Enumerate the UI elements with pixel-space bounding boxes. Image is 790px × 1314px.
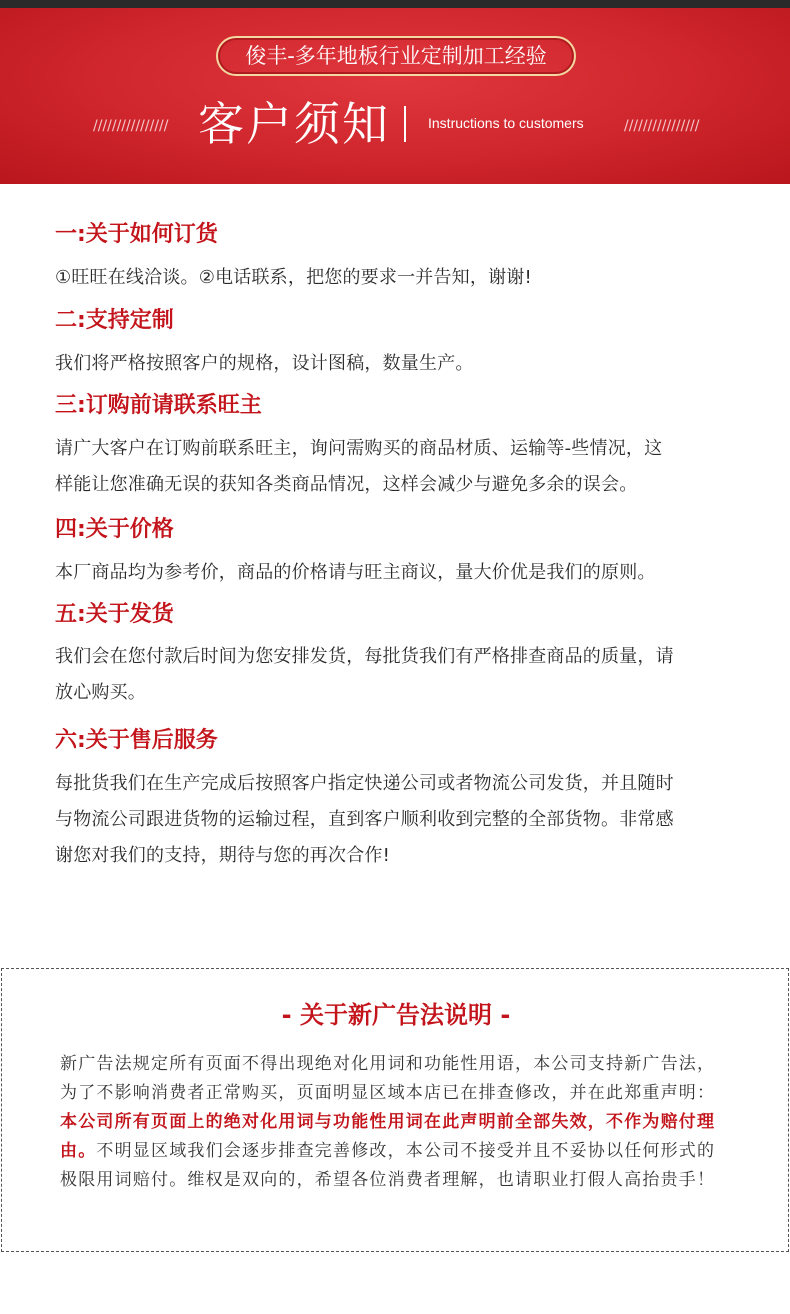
header-banner xyxy=(0,8,790,184)
notice-title: - 关于新广告法说明 - xyxy=(281,1001,511,1029)
section-6-line-2: 与物流公司跟进货物的运输过程，直到客户顺利收到完整的全部货物。非常感 xyxy=(55,809,674,830)
section-5-body xyxy=(55,639,745,711)
page-subtitle: Instructions to customers xyxy=(428,115,584,131)
section-4-heading: 四:关于价格 xyxy=(55,517,174,542)
notice-text-2: 不明显区域我们会逐步排查完善修改，本公司不接受并且不妥协以任何形式的极限用词赔付。维权是双向的，希望各位消费者理解，也请职业打假人高抬贵手！ xyxy=(60,1141,716,1190)
page-title: 客户须知 xyxy=(198,97,390,151)
section-4-line-1: 本厂商品均为参考价，商品的价格请与旺主商议，量大价优是我们的原则。 xyxy=(55,562,656,583)
section-2-line-1: 我们将严格按照客户的规格，设计图稿，数量生产。 xyxy=(55,353,474,374)
notice-body xyxy=(60,1050,732,1195)
right-slash-decoration: //////////////// xyxy=(624,118,700,134)
left-slash-decoration: //////////////// xyxy=(93,118,169,134)
section-5-line-2: 放心购买。 xyxy=(55,682,146,703)
section-1-line-1: ①旺旺在线洽谈。②电话联系，把您的要求一并告知，谢谢! xyxy=(55,267,532,288)
section-6-line-1: 每批货我们在生产完成后按照客户指定快递公司或者物流公司发货，并且随时 xyxy=(55,773,674,794)
section-6-body xyxy=(55,766,745,874)
section-2-heading: 二:支持定制 xyxy=(55,308,174,333)
notice-emphasis: 本公司所有页面上的绝对化用词与功能性用词在此声明前全部失效，不作为赔付理由。 xyxy=(60,1112,716,1161)
section-1-heading: 一:关于如何订货 xyxy=(55,222,218,247)
advertising-law-notice xyxy=(1,968,789,1252)
section-3-line-1: 请广大客户在订购前联系旺主，询问需购买的商品材质、运输等-些情况，这 xyxy=(55,438,663,459)
section-3-heading: 三:订购前请联系旺主 xyxy=(55,393,262,418)
section-5-line-1: 我们会在您付款后时间为您安排发货，每批货我们有严格排查商品的质量，请 xyxy=(55,646,674,667)
top-dark-strip xyxy=(0,0,790,8)
title-divider xyxy=(404,106,406,142)
section-2-body xyxy=(55,346,745,382)
section-5-heading: 五:关于发货 xyxy=(55,602,174,627)
section-3-line-2: 样能让您准确无误的获知各类商品情况，这样会减少与避免多余的误会。 xyxy=(55,474,638,495)
section-4-body xyxy=(55,555,745,591)
section-3-body xyxy=(55,431,745,503)
section-6-heading: 六:关于售后服务 xyxy=(55,728,218,753)
section-1-body xyxy=(55,260,745,296)
section-6-line-3: 谢您对我们的支持，期待与您的再次合作! xyxy=(55,845,391,866)
experience-pill: 俊丰-多年地板行业定制加工经验 xyxy=(216,36,576,76)
notice-text-1: 新广告法规定所有页面不得出现绝对化用词和功能性用语，本公司支持新广告法，为了不影响消费者正常购买，页面明显区域本店已在排查修改，并在此郑重声明： xyxy=(60,1054,716,1103)
